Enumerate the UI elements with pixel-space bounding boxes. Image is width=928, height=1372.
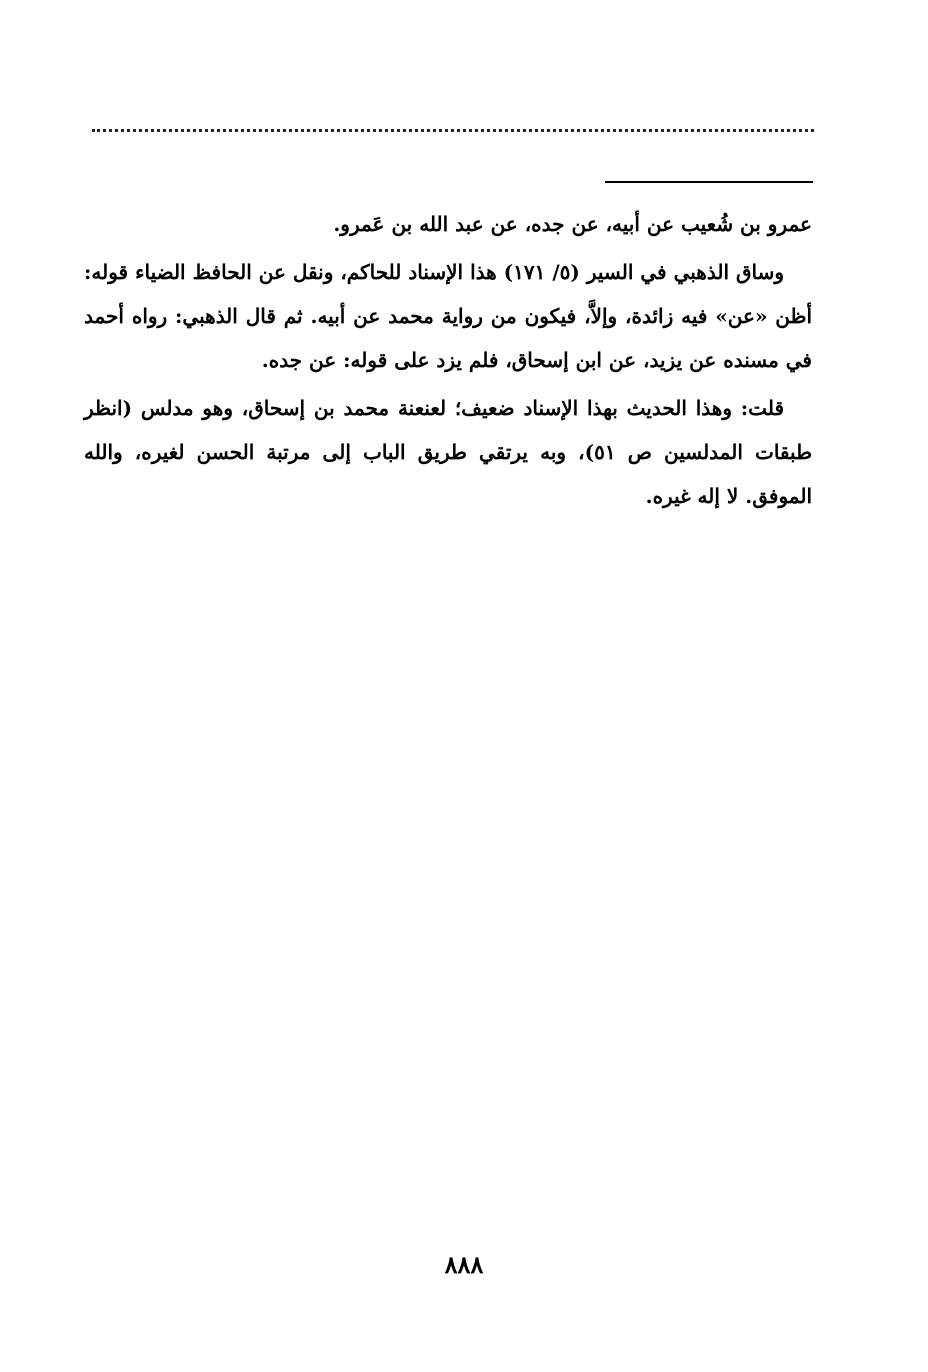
dotted-separator [92,129,814,132]
footnote-lead-word: قلت: [740,396,784,420]
footnote-separator-line [605,181,813,183]
footnote-paragraph-2: وساق الذهبي في السير (٥/ ١٧١) هذا الإسناد للحاكم، ونقل عن الحافظ الضياء قوله: أظن «عن» فيه زائدة، وإلاَّ، فيكون من رواية محمد عن أبيه. ثم قال الذهبي: رواه أحمد في مسنده عن يزيد، عن ابن إسحاق، فلم يزد على قوله: عن جده. [84,260,812,372]
footnotes-block [84,202,812,518]
page-number: ٨٨٨ [444,1250,484,1279]
footnote-paragraph-3 [84,386,812,518]
footnote-paragraph-1: عمرو بن شُعيب عن أبيه، عن جده، عن عبد الله بن عَمرو. [333,212,812,236]
footnote-paragraph-3-body: وهذا الحديث بهذا الإسناد ضعيف؛ لعنعنة محمد بن إسحاق، وهو مدلس (انظر طبقات المدلسين ص ٥١)، وبه يرتقي طريق الباب إلى مرتبة الحسن لغيره، والله الموفق. لا إله غيره. [84,396,813,508]
